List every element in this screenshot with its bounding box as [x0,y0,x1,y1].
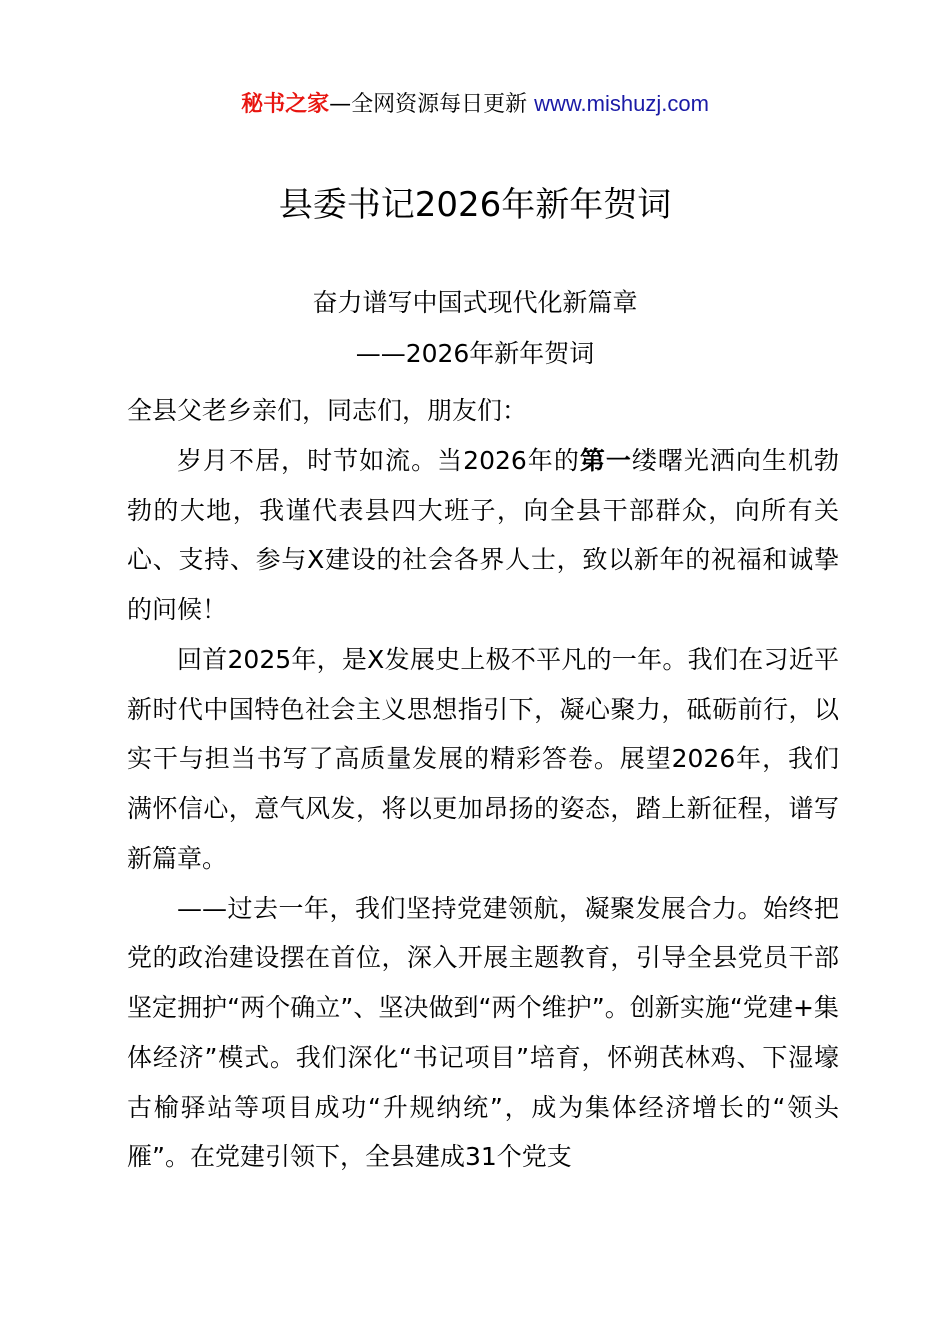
salutation: 全县父老乡亲们，同志们，朋友们： [127,396,528,425]
document-body [127,386,839,1182]
document-title: 县委书记2026年新年贺词 [278,185,672,225]
paragraph-3: ——过去一年，我们坚持党建领航，凝聚发展合力。始终把党的政治建设摆在首位，深入开展主题教育，引导全县党员干部坚定拥护“两个确立”、坚决做到“两个维护”。创新实施“党建+集体经济”模式。我们深化“书记项目”培育，怀朔芪林鸡、下湿壕古榆驿站等项目成功“升规纳统”，成为集体经济增长的“领头雁”。在党建引领下，全县建成31个党支 [127,893,839,1172]
paragraph-1-start: 岁月不居，时节如流。当2026年的 [177,445,580,475]
brand-name: 秘书之家 [241,92,330,117]
document-subtitle-2: ——2026年新年贺词 [355,339,595,368]
site-url-link[interactable]: www.mishuzj.com [534,91,709,116]
paragraph-1-end: 缕曙光洒向生机勃勃的大地，我谨代表县四大班子，向全县干部群众，向所有关心、支持、参与X建设的社会各界人士，致以新年的祝福和诚挚的问候！ [127,445,839,624]
paragraph-1-bold: 第一 [579,445,632,475]
paragraph-1 [127,436,839,635]
header-slogan: —全网资源每日更新 [329,92,528,117]
site-header [0,88,950,121]
paragraph-2: 回首2025年，是X发展史上极不平凡的一年。我们在习近平新时代中国特色社会主义思想指引下，凝心聚力，砥砺前行，以实干与担当书写了高质量发展的精彩答卷。展望2026年，我们满怀信心，意气风发，将以更加昂扬的姿态，踏上新征程，谱写新篇章。 [127,644,839,873]
document-subtitle: 奋力谱写中国式现代化新篇章 [312,288,638,317]
